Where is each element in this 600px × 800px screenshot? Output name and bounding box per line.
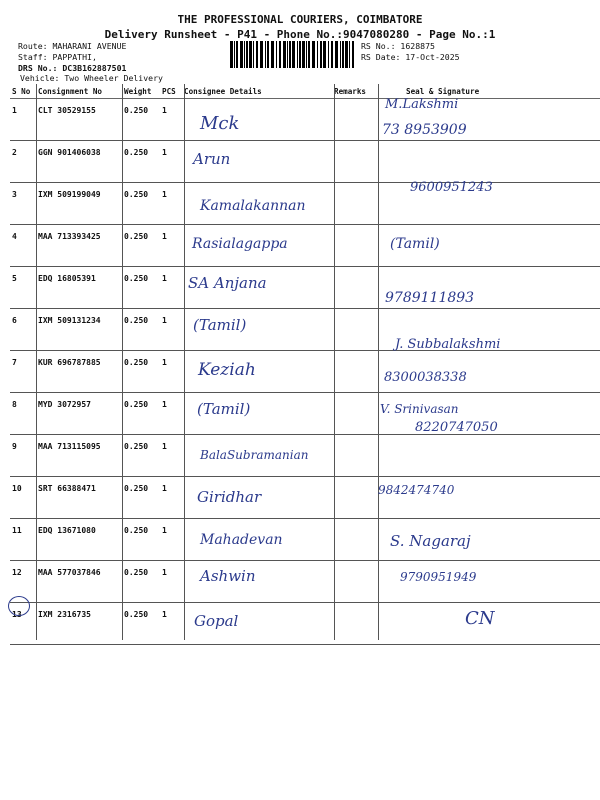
cell-pcs: 1: [160, 603, 182, 645]
cell-pcs: 1: [160, 477, 182, 519]
col-header-weight: Weight: [122, 84, 160, 99]
cell-remarks: [332, 141, 376, 183]
handwritten-seal-note: 9789111893: [385, 290, 475, 306]
handwritten-seal-note: J. Subbalakshmi: [395, 337, 501, 352]
drs-label: DRS No.: DC3B162887501: [18, 63, 127, 73]
table-row: [10, 477, 600, 519]
cell-consignment-no: EDQ 16805391: [36, 267, 122, 309]
cell-weight: 0.250: [122, 519, 160, 561]
handwritten-consignee: Mahadevan: [200, 532, 283, 548]
cell-sno: 8: [10, 393, 36, 435]
cell-consignment-no: MAA 577037846: [36, 561, 122, 603]
cell-weight: 0.250: [122, 393, 160, 435]
cell-weight: 0.250: [122, 183, 160, 225]
cell-sno: 7: [10, 351, 36, 393]
cell-pcs: 1: [160, 561, 182, 603]
handwritten-seal-note: M.Lakshmi: [385, 97, 459, 112]
cell-consignment-no: MAA 713393425: [36, 225, 122, 267]
table-row: [10, 267, 600, 309]
cell-sno: 4: [10, 225, 36, 267]
col-header-remarks: Remarks: [332, 84, 376, 99]
table-row: [10, 393, 600, 435]
company-title: THE PROFESSIONAL COURIERS, COIMBATORE: [177, 13, 423, 26]
column-divider: [36, 84, 37, 640]
handwritten-seal-note: CN: [465, 608, 495, 629]
cell-pcs: 1: [160, 309, 182, 351]
handwritten-seal-note: 9790951949: [400, 570, 477, 584]
handwritten-consignee: SA Anjana: [188, 274, 267, 292]
cell-pcs: 1: [160, 183, 182, 225]
cell-sno: 9: [10, 435, 36, 477]
cell-remarks: [332, 435, 376, 477]
cell-pcs: 1: [160, 225, 182, 267]
staff-label: Staff: PAPPATHI,: [18, 52, 97, 62]
table-row: [10, 603, 600, 645]
cell-weight: 0.250: [122, 99, 160, 141]
handwritten-seal-note: (Tamil): [390, 236, 440, 252]
runsheet-table: [10, 84, 600, 645]
cell-sno: 2: [10, 141, 36, 183]
cell-sno: 3: [10, 183, 36, 225]
cell-weight: 0.250: [122, 225, 160, 267]
column-divider: [378, 84, 379, 640]
table-row: [10, 561, 600, 603]
handwritten-consignee: Keziah: [198, 360, 256, 380]
cell-sno: 11: [10, 519, 36, 561]
cell-consignment-no: CLT 30529155: [36, 99, 122, 141]
cell-remarks: [332, 99, 376, 141]
cell-consignment-no: IXM 2316735: [36, 603, 122, 645]
handwritten-seal-note: 9842474740: [378, 483, 455, 497]
cell-consignment-no: KUR 696787885: [36, 351, 122, 393]
handwritten-consignee: Kamalakannan: [200, 198, 306, 214]
handwritten-seal-note: V. Srinivasan: [380, 402, 459, 416]
cell-weight: 0.250: [122, 141, 160, 183]
cell-consignment-no: GGN 901406038: [36, 141, 122, 183]
handwritten-seal-note: 73 8953909: [382, 122, 467, 138]
cell-consignment-no: MYD 3072957: [36, 393, 122, 435]
handwritten-consignee: BalaSubramanian: [200, 448, 309, 462]
cell-sno: 10: [10, 477, 36, 519]
route-label: Route: MAHARANI AVENUE: [18, 41, 127, 51]
cell-pcs: 1: [160, 141, 182, 183]
cell-remarks: [332, 267, 376, 309]
cell-sno: 12: [10, 561, 36, 603]
cell-weight: 0.250: [122, 435, 160, 477]
vehicle-label: Vehicle: Two Wheeler Delivery: [20, 73, 163, 83]
cell-pcs: 1: [160, 267, 182, 309]
cell-pcs: 1: [160, 393, 182, 435]
handwritten-seal-note: 9600951243: [410, 180, 493, 195]
cell-seal-signature: [376, 141, 600, 183]
cell-remarks: [332, 309, 376, 351]
cell-seal-signature: [376, 435, 600, 477]
cell-consignment-no: IXM 509199049: [36, 183, 122, 225]
table-row: [10, 351, 600, 393]
rs-date-label: RS Date: 17-Oct-2025: [361, 52, 460, 62]
cell-weight: 0.250: [122, 351, 160, 393]
cell-consignment-no: SRT 66388471: [36, 477, 122, 519]
handwritten-consignee: Arun: [193, 150, 231, 168]
runsheet-title: Delivery Runsheet - P41 - Phone No.:9047080280 - Page No.:1: [104, 28, 496, 41]
cell-pcs: 1: [160, 351, 182, 393]
cell-weight: 0.250: [122, 603, 160, 645]
col-header-consignment: Consignment No: [36, 84, 122, 99]
handwritten-seal-note: S. Nagaraj: [390, 532, 471, 550]
handwritten-seal-note: 8300038338: [384, 370, 467, 385]
table-row: [10, 225, 600, 267]
table-row: [10, 309, 600, 351]
cell-consignment-no: MAA 713115095: [36, 435, 122, 477]
cell-remarks: [332, 225, 376, 267]
cell-remarks: [332, 603, 376, 645]
barcode-image: [230, 41, 356, 68]
cell-sno: 1: [10, 99, 36, 141]
cell-pcs: 1: [160, 99, 182, 141]
handwritten-seal-note: 8220747050: [415, 420, 498, 435]
handwritten-consignee: (Tamil): [197, 400, 251, 418]
handwritten-consignee: Mck: [200, 113, 240, 134]
col-header-consignee: Consignee Details: [182, 84, 332, 99]
cell-sno: 13: [10, 603, 36, 645]
table-row: [10, 519, 600, 561]
col-header-pcs: PCS: [160, 84, 182, 99]
col-header-sno: S No: [10, 84, 36, 99]
cell-remarks: [332, 477, 376, 519]
handwritten-consignee: Rasialagappa: [192, 236, 288, 252]
cell-remarks: [332, 351, 376, 393]
cell-remarks: [332, 393, 376, 435]
handwritten-consignee: Gopal: [194, 612, 239, 630]
col-header-seal: Seal & Signature: [376, 84, 600, 99]
cell-weight: 0.250: [122, 267, 160, 309]
rs-no-label: RS No.: 1628875: [361, 41, 435, 51]
cell-consignment-no: IXM 509131234: [36, 309, 122, 351]
column-divider: [334, 84, 335, 640]
table-header-row: [10, 84, 600, 99]
table-row: [10, 99, 600, 141]
cell-weight: 0.250: [122, 309, 160, 351]
column-divider: [184, 84, 185, 640]
column-divider: [122, 84, 123, 640]
cell-consignment-no: EDQ 13671080: [36, 519, 122, 561]
cell-pcs: 1: [160, 519, 182, 561]
handwritten-circle-mark: [8, 596, 30, 616]
table-row: [10, 141, 600, 183]
cell-sno: 6: [10, 309, 36, 351]
cell-remarks: [332, 183, 376, 225]
handwritten-consignee: Ashwin: [200, 567, 256, 585]
cell-sno: 5: [10, 267, 36, 309]
handwritten-consignee: (Tamil): [193, 316, 247, 334]
cell-pcs: 1: [160, 435, 182, 477]
handwritten-consignee: Giridhar: [197, 488, 262, 506]
cell-weight: 0.250: [122, 561, 160, 603]
cell-weight: 0.250: [122, 477, 160, 519]
cell-remarks: [332, 519, 376, 561]
cell-remarks: [332, 561, 376, 603]
